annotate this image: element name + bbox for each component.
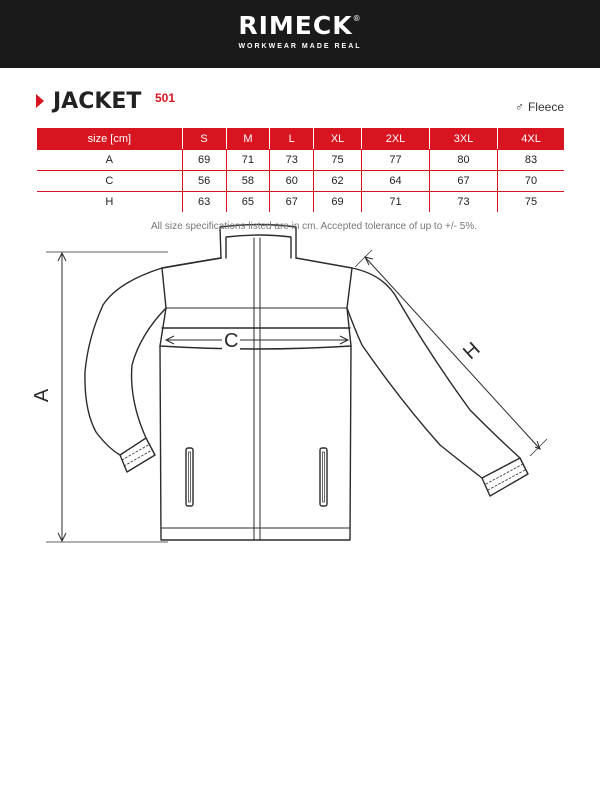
header-cell: size [cm] (37, 128, 182, 150)
product-model: 501 (155, 91, 176, 105)
label-a: A (31, 388, 54, 403)
fabric-label: Fleece (527, 100, 564, 114)
product-title: JACKET (53, 89, 142, 114)
header-cell: XL (314, 128, 362, 150)
brand-tagline: WORKWEAR MADE REAL (238, 43, 362, 50)
table-cell: A (37, 150, 182, 171)
table-cell: H (37, 192, 182, 213)
table-cell: 67 (270, 192, 314, 213)
table-cell: 65 (226, 192, 270, 213)
table-cell: 62 (314, 171, 362, 192)
label-c: C (224, 330, 239, 352)
header-cell: 2XL (361, 128, 429, 150)
header-cell: L (270, 128, 314, 150)
table-cell: 60 (270, 171, 314, 192)
table-cell: 70 (498, 171, 564, 192)
brand-logo: RIMECK® (238, 11, 362, 40)
header-cell: 4XL (498, 128, 564, 150)
table-cell: 75 (524, 196, 538, 208)
header-cell: M (226, 128, 270, 150)
table-cell: 77 (361, 150, 429, 171)
table-cell: 71 (361, 192, 429, 213)
table-cell: 83 (498, 150, 564, 171)
male-icon: ♂ (514, 100, 524, 114)
table-cell: 69 (182, 150, 226, 171)
table-cell: 63 (182, 192, 226, 213)
table-cell: 64 (361, 171, 429, 192)
table-cell: 69 (314, 192, 362, 213)
label-h: H (458, 337, 487, 366)
table-cell: 67 (430, 171, 498, 192)
size-note: All size specifications listed are in cm. Accepted tolerance of up to +/- 5%. (151, 221, 477, 232)
jacket-outline (85, 225, 528, 541)
table-cell: C (37, 171, 182, 192)
header-cell: S (182, 128, 226, 150)
dimension-lines (46, 250, 547, 542)
header-cell: 3XL (430, 128, 498, 150)
table-cell: 80 (430, 150, 498, 171)
table-cell: 73 (270, 150, 314, 171)
table-cell: 58 (226, 171, 270, 192)
table-cell: 73 (430, 192, 498, 213)
table-cell: 71 (226, 150, 270, 171)
table-cell: 56 (182, 171, 226, 192)
table-cell: 75 (314, 150, 362, 171)
